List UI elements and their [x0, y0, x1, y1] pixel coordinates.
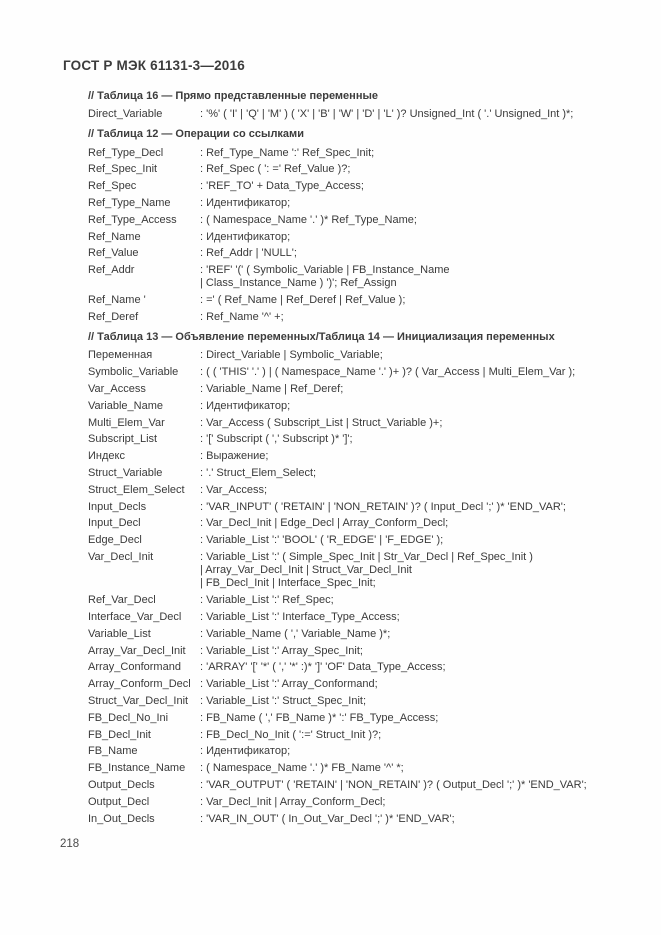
- grammar-rule: [88, 517, 631, 530]
- rule-definition-line: : FB_Decl_No_Init ( ':=' Struct_Init )?;: [200, 728, 382, 741]
- rule-definition-line: : 'REF_TO' + Data_Type_Access;: [200, 180, 364, 193]
- rule-term: Edge_Decl: [88, 534, 142, 547]
- rule-definition-line: : 'VAR_IN_OUT' ( In_Out_Var_Decl ';' )* 'END_VAR';: [200, 812, 455, 825]
- rule-term: Ref_Type_Access: [88, 213, 177, 226]
- grammar-rule: [88, 264, 631, 290]
- rule-definition: [200, 517, 631, 530]
- rule-definition-line: : 'REF' '(' ( Symbolic_Variable | FB_Instance_Name: [200, 264, 450, 277]
- grammar-rule: [88, 147, 631, 160]
- rule-definition: [200, 366, 631, 379]
- rule-definition-line: : Direct_Variable | Symbolic_Variable;: [200, 349, 383, 362]
- grammar-rule: [88, 762, 631, 775]
- rule-term: Variable_Name: [88, 399, 164, 412]
- rule-definition-line: : ( Namespace_Name '.' )* FB_Name '^' *;: [200, 762, 404, 775]
- rule-definition: [200, 762, 631, 775]
- grammar-rule: [88, 180, 631, 193]
- rule-definition: [200, 417, 631, 430]
- rule-definition-line: : ( Namespace_Name '.' )* Ref_Type_Name;: [200, 213, 417, 226]
- rule-term: In_Out_Decls: [88, 812, 155, 825]
- rule-term: Индекс: [88, 450, 125, 463]
- rule-definition-line: : 'VAR_INPUT' ( 'RETAIN' | 'NON_RETAIN' )? ( Input_Decl ';' )* 'END_VAR';: [200, 500, 566, 513]
- rule-definition: [200, 745, 631, 758]
- rule-definition: [200, 349, 631, 362]
- rule-term: Ref_Deref: [88, 310, 139, 323]
- rule-term: Ref_Value: [88, 247, 139, 260]
- rule-definition-line: : '[' Subscript ( ',' Subscript )* ']';: [200, 433, 353, 446]
- rule-definition: [200, 450, 631, 463]
- grammar-rule: [88, 534, 631, 547]
- section-heading: // Таблица 13 — Объявление переменных/Таблица 14 — Инициализация переменных: [88, 331, 555, 344]
- rule-definition: [200, 383, 631, 396]
- rule-term: Struct_Var_Decl_Init: [88, 694, 189, 707]
- rule-term: Ref_Name: [88, 230, 141, 243]
- rule-term: Struct_Variable: [88, 466, 163, 479]
- grammar-rule: [88, 796, 631, 809]
- rule-definition-line: : =' ( Ref_Name | Ref_Deref | Ref_Value );: [200, 294, 406, 307]
- grammar-rule: [88, 628, 631, 641]
- grammar-rule: [88, 311, 631, 324]
- rule-term: FB_Decl_Init: [88, 728, 151, 741]
- rule-definition: [200, 400, 631, 413]
- rule-term: Ref_Addr: [88, 264, 135, 277]
- rule-term: Array_Var_Decl_Init: [88, 644, 186, 657]
- rule-definition: [200, 484, 631, 497]
- rule-definition: [200, 729, 631, 742]
- rule-definition-line: : Variable_List ':' Array_Conformand;: [200, 678, 378, 691]
- rule-term: Var_Decl_Init: [88, 550, 154, 563]
- rule-term: Ref_Var_Decl: [88, 594, 156, 607]
- grammar-rule: [88, 695, 631, 708]
- rule-definition: [200, 611, 631, 624]
- rule-term: Symbolic_Variable: [88, 366, 179, 379]
- rule-definition: [200, 214, 631, 227]
- grammar-rule: [88, 611, 631, 624]
- rule-definition-line: : Идентификатор;: [200, 197, 291, 209]
- grammar-rule: [88, 366, 631, 379]
- rule-definition-line: : '.' Struct_Elem_Select;: [200, 466, 317, 479]
- section-heading: // Таблица 16 — Прямо представленные переменные: [88, 90, 378, 102]
- grammar-rule: [88, 661, 631, 674]
- grammar-rule: [88, 450, 631, 463]
- rule-definition-line: : Var_Access ( Subscript_List | Struct_Variable )+;: [200, 416, 443, 429]
- rule-term: Input_Decl: [88, 517, 141, 530]
- rule-definition-line: : 'VAR_OUTPUT' ( 'RETAIN' | 'NON_RETAIN' )? ( Output_Decl ';' )* 'END_VAR';: [200, 778, 587, 791]
- rule-definition-line: : Идентификатор;: [200, 230, 291, 243]
- rule-term: Var_Access: [88, 382, 146, 395]
- rule-term: Direct_Variable: [88, 108, 163, 121]
- rule-definition-line: : Ref_Spec ( ': =' Ref_Value )?;: [200, 163, 351, 176]
- rule-definition: [200, 264, 631, 290]
- rule-definition: [200, 294, 631, 307]
- rule-definition: [200, 628, 631, 641]
- rule-definition: [200, 311, 631, 324]
- rule-definition: [200, 645, 631, 658]
- rule-definition: [200, 813, 631, 826]
- rule-term: Ref_Name ': [88, 294, 146, 307]
- rule-definition: [200, 796, 631, 809]
- grammar-rule: [88, 712, 631, 725]
- rule-definition-line: : Variable_List ':' Array_Spec_Init;: [200, 644, 363, 657]
- rule-term: Struct_Elem_Select: [88, 483, 185, 496]
- rule-term: Variable_List: [88, 627, 151, 640]
- rule-definition-line: : '%' ( 'I' | 'Q' | 'M' ) ( 'X' | 'B' | 'W' | 'D' | 'L' )? Unsigned_Int ( '.' Unsigned_Int )*;: [200, 108, 574, 121]
- rule-definition-line: : Variable_List ':' Ref_Spec;: [200, 594, 334, 607]
- grammar-rule: [88, 645, 631, 658]
- rule-definition-line: : Var_Decl_Init | Array_Conform_Decl;: [200, 795, 386, 808]
- rule-term: Interface_Var_Decl: [88, 610, 182, 623]
- grammar-rule: [88, 484, 631, 497]
- grammar-rule: [88, 383, 631, 396]
- rule-term: Subscript_List: [88, 433, 158, 446]
- rule-term: Input_Decls: [88, 500, 147, 513]
- grammar-rule: [88, 678, 631, 691]
- grammar-content: [88, 90, 631, 829]
- rule-term: Ref_Type_Decl: [88, 146, 164, 159]
- rule-definition-line: : Variable_Name | Ref_Deref;: [200, 382, 344, 395]
- rule-definition-line: | Class_Instance_Name ) ')'; Ref_Assign: [200, 277, 397, 290]
- rule-definition: [200, 712, 631, 725]
- section-heading: // Таблица 12 — Операции со ссылками: [88, 128, 304, 141]
- rule-definition: [200, 147, 631, 160]
- rule-definition: [200, 594, 631, 607]
- rule-definition-line: : Ref_Name '^' +;: [200, 310, 284, 323]
- rule-definition: [200, 695, 631, 708]
- grammar-rule: [88, 467, 631, 480]
- rule-definition: [200, 678, 631, 691]
- rule-definition-line: : Variable_List ':' 'BOOL' ( 'R_EDGE' | 'F_EDGE' );: [200, 534, 444, 547]
- rule-definition-line: : ( ( 'THIS' '.' ) | ( Namespace_Name '.' )+ )? ( Var_Access | Multi_Elem_Var );: [200, 366, 576, 379]
- rule-definition: [200, 163, 631, 176]
- grammar-rule: [88, 501, 631, 514]
- page-number: 218: [60, 838, 80, 850]
- rule-definition-line: : Идентификатор;: [200, 399, 291, 412]
- rule-definition: [200, 231, 631, 244]
- rule-definition: [200, 661, 631, 674]
- rule-term: Output_Decl: [88, 795, 150, 808]
- grammar-rule: [88, 231, 631, 244]
- grammar-rule: [88, 779, 631, 792]
- grammar-rule: [88, 214, 631, 227]
- grammar-rule: [88, 163, 631, 176]
- rule-definition-line: : Ref_Type_Name ':' Ref_Spec_Init;: [200, 146, 375, 159]
- grammar-rule: [88, 294, 631, 307]
- rule-term: Переменная: [88, 349, 153, 362]
- page-title: ГОСТ Р МЭК 61131-3—2016: [63, 58, 245, 73]
- rule-definition: [200, 433, 631, 446]
- rule-definition: [200, 108, 631, 121]
- rule-term: Ref_Spec_Init: [88, 163, 158, 176]
- rule-definition: [200, 779, 631, 792]
- grammar-rule: [88, 433, 631, 446]
- grammar-rule: [88, 594, 631, 607]
- rule-term: FB_Decl_No_Ini: [88, 711, 169, 724]
- rule-definition-line: : Var_Decl_Init | Edge_Decl | Array_Conform_Decl;: [200, 517, 449, 530]
- rule-definition-line: | Array_Var_Decl_Init | Struct_Var_Decl_Init: [200, 564, 412, 577]
- rule-definition-line: : Variable_Name ( ',' Variable_Name )*;: [200, 627, 391, 640]
- rule-definition: [200, 467, 631, 480]
- rule-definition: [200, 197, 631, 210]
- rule-definition-line: | FB_Decl_Init | Interface_Spec_Init;: [200, 577, 376, 590]
- grammar-rule: [88, 417, 631, 430]
- rule-definition-line: : Идентификатор;: [200, 745, 291, 758]
- rule-definition: [200, 501, 631, 514]
- rule-term: Ref_Spec: [88, 180, 137, 193]
- rule-term: Multi_Elem_Var: [88, 416, 165, 429]
- rule-definition: [200, 247, 631, 260]
- rule-term: Array_Conform_Decl: [88, 678, 191, 691]
- rule-definition: [200, 180, 631, 193]
- rule-term: Ref_Type_Name: [88, 197, 171, 209]
- grammar-rule: [88, 349, 631, 362]
- grammar-rule: [88, 729, 631, 742]
- rule-definition-line: : FB_Name ( ',' FB_Name )* ':' FB_Type_Access;: [200, 711, 439, 724]
- grammar-rule: [88, 247, 631, 260]
- rule-definition-line: : Выражение;: [200, 450, 269, 463]
- grammar-rule: [88, 551, 631, 591]
- rule-definition-line: : Var_Access;: [200, 483, 268, 496]
- rule-term: FB_Name: [88, 745, 138, 758]
- rule-term: Array_Conformand: [88, 661, 181, 674]
- rule-definition-line: : Variable_List ':' ( Simple_Spec_Init | Str_Var_Decl | Ref_Spec_Init ): [200, 550, 533, 563]
- rule-definition-line: : Variable_List ':' Struct_Spec_Init;: [200, 694, 367, 707]
- rule-definition-line: : Ref_Addr | 'NULL';: [200, 247, 297, 260]
- grammar-rule: [88, 197, 631, 210]
- rule-definition: [200, 551, 631, 591]
- rule-definition-line: : 'ARRAY' '[' '*' ( ',' '*' :)* ']' 'OF' Data_Type_Access;: [200, 661, 446, 674]
- rule-definition-line: : Variable_List ':' Interface_Type_Access;: [200, 610, 400, 623]
- rule-term: FB_Instance_Name: [88, 762, 186, 775]
- grammar-rule: [88, 108, 631, 121]
- grammar-rule: [88, 745, 631, 758]
- rule-definition: [200, 534, 631, 547]
- grammar-rule: [88, 813, 631, 826]
- grammar-rule: [88, 400, 631, 413]
- rule-term: Output_Decls: [88, 778, 155, 791]
